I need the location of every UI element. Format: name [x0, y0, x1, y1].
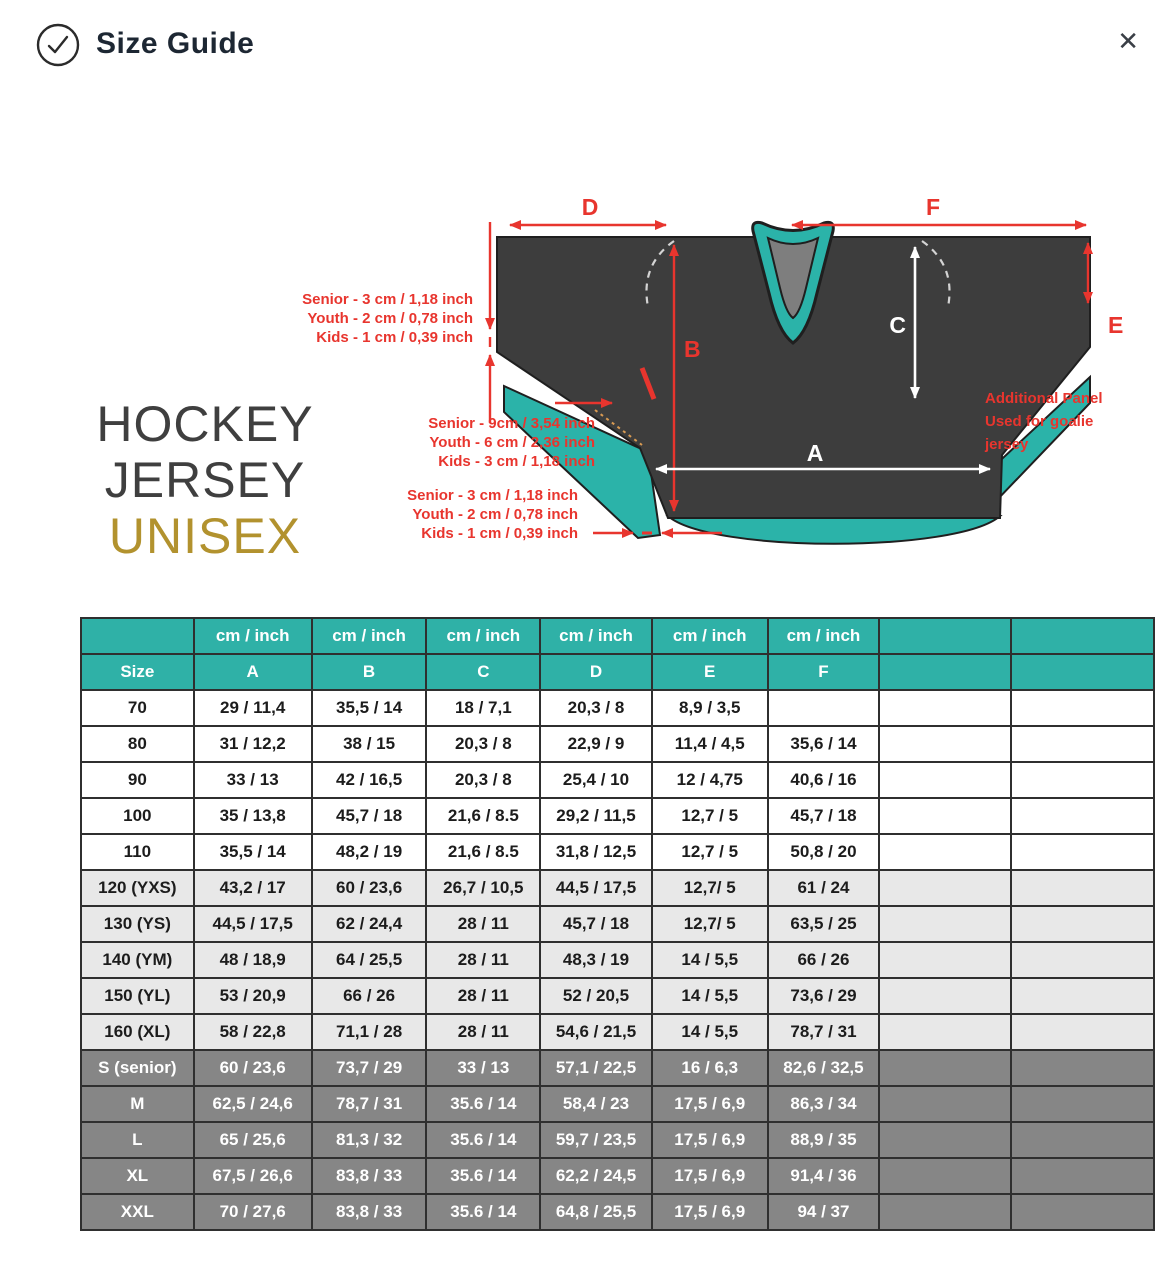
- size-cell: 150 (YL): [81, 978, 194, 1014]
- value-cell: 28 / 11: [426, 906, 540, 942]
- annotation-elbow-senior: Senior - 9cm / 3,54 inch: [428, 415, 595, 432]
- table-row: [81, 762, 1154, 798]
- empty-cell: [879, 1014, 1011, 1050]
- value-cell: 35.6 / 14: [426, 1194, 540, 1230]
- value-cell: 65 / 25,6: [194, 1122, 312, 1158]
- empty-cell: [1011, 1158, 1154, 1194]
- value-cell: 78,7 / 31: [768, 1014, 880, 1050]
- value-cell: 78,7 / 31: [312, 1086, 427, 1122]
- label-D: D: [581, 194, 599, 220]
- empty-cell: [1011, 798, 1154, 834]
- empty-cell: [1011, 1122, 1154, 1158]
- value-cell: 91,4 / 36: [768, 1158, 880, 1194]
- value-cell: 48,3 / 19: [540, 942, 652, 978]
- empty-cell: [879, 906, 1011, 942]
- empty-cell: [879, 1194, 1011, 1230]
- size-cell: 140 (YM): [81, 942, 194, 978]
- empty-cell: [879, 1158, 1011, 1194]
- value-cell: 60 / 23,6: [194, 1050, 312, 1086]
- table-row: [81, 1158, 1154, 1194]
- empty-cell: [879, 690, 1011, 726]
- value-cell: 12 / 4,75: [652, 762, 768, 798]
- unit-header-cell: cm / inch: [194, 618, 312, 654]
- branding-line-jersey: JERSEY: [104, 452, 306, 508]
- annotation-cuff-youth: Youth - 2 cm / 0,78 inch: [412, 506, 578, 523]
- empty-cell: [1011, 834, 1154, 870]
- unit-header-cell: cm / inch: [540, 618, 652, 654]
- value-cell: 14 / 5,5: [652, 1014, 768, 1050]
- size-header-cell: Size: [81, 654, 194, 690]
- value-cell: 21,6 / 8.5: [426, 798, 540, 834]
- empty-header-cell: [81, 618, 194, 654]
- value-cell: 83,8 / 33: [312, 1158, 427, 1194]
- size-table-body: [81, 690, 1154, 1230]
- value-cell: 20,3 / 8: [426, 726, 540, 762]
- empty-cell: [879, 1086, 1011, 1122]
- unit-header-cell: cm / inch: [312, 618, 427, 654]
- value-cell: 63,5 / 25: [768, 906, 880, 942]
- empty-header-cell: [879, 618, 1011, 654]
- size-cell: 90: [81, 762, 194, 798]
- size-cell: 70: [81, 690, 194, 726]
- label-C: C: [889, 312, 906, 338]
- value-cell: 86,3 / 34: [768, 1086, 880, 1122]
- value-cell: 59,7 / 23,5: [540, 1122, 652, 1158]
- jersey-measurement-diagram: [290, 185, 1161, 585]
- size-cell: 160 (XL): [81, 1014, 194, 1050]
- empty-cell: [879, 870, 1011, 906]
- annotation-neck-senior: Senior - 3 cm / 1,18 inch: [302, 291, 473, 308]
- annotation-panel-line3: jersey: [985, 436, 1029, 453]
- value-cell: 45,7 / 18: [540, 906, 652, 942]
- value-cell: 29,2 / 11,5: [540, 798, 652, 834]
- annotation-cuff-kids: Kids - 1 cm / 0,39 inch: [421, 525, 578, 542]
- value-cell: 67,5 / 26,6: [194, 1158, 312, 1194]
- annotation-neck-kids: Kids - 1 cm / 0,39 inch: [316, 329, 473, 346]
- empty-cell: [1011, 942, 1154, 978]
- value-cell: 53 / 20,9: [194, 978, 312, 1014]
- value-cell: 62 / 24,4: [312, 906, 427, 942]
- annotation-neck-youth: Youth - 2 cm / 0,78 inch: [307, 310, 473, 327]
- value-cell: 17,5 / 6,9: [652, 1158, 768, 1194]
- value-cell: 45,7 / 18: [768, 798, 880, 834]
- annotation-panel-line1: Additional Panel: [985, 390, 1103, 407]
- value-cell: 66 / 26: [312, 978, 427, 1014]
- value-cell: 11,4 / 4,5: [652, 726, 768, 762]
- value-cell: 17,5 / 6,9: [652, 1122, 768, 1158]
- value-cell: 29 / 11,4: [194, 690, 312, 726]
- value-cell: 22,9 / 9: [540, 726, 652, 762]
- value-cell: 21,6 / 8.5: [426, 834, 540, 870]
- unit-header-cell: cm / inch: [652, 618, 768, 654]
- table-row: [81, 1122, 1154, 1158]
- column-header-cell: C: [426, 654, 540, 690]
- value-cell: 71,1 / 28: [312, 1014, 427, 1050]
- value-cell: [768, 690, 880, 726]
- branding-line-hockey: HOCKEY: [96, 396, 314, 452]
- label-B: B: [684, 336, 701, 362]
- empty-cell: [879, 834, 1011, 870]
- value-cell: 48 / 18,9: [194, 942, 312, 978]
- value-cell: 58 / 22,8: [194, 1014, 312, 1050]
- value-cell: 44,5 / 17,5: [540, 870, 652, 906]
- unit-header-cell: cm / inch: [426, 618, 540, 654]
- value-cell: 20,3 / 8: [540, 690, 652, 726]
- value-cell: 43,2 / 17: [194, 870, 312, 906]
- size-cell: 120 (YXS): [81, 870, 194, 906]
- table-row: [81, 1194, 1154, 1230]
- size-cell: XL: [81, 1158, 194, 1194]
- value-cell: 17,5 / 6,9: [652, 1086, 768, 1122]
- table-row: [81, 1086, 1154, 1122]
- size-cell: 80: [81, 726, 194, 762]
- value-cell: 16 / 6,3: [652, 1050, 768, 1086]
- empty-cell: [879, 1050, 1011, 1086]
- empty-cell: [1011, 690, 1154, 726]
- empty-cell: [879, 798, 1011, 834]
- table-row: [81, 1050, 1154, 1086]
- value-cell: 31,8 / 12,5: [540, 834, 652, 870]
- value-cell: 26,7 / 10,5: [426, 870, 540, 906]
- column-header-cell: D: [540, 654, 652, 690]
- empty-cell: [1011, 1194, 1154, 1230]
- value-cell: 62,2 / 24,5: [540, 1158, 652, 1194]
- value-cell: 62,5 / 24,6: [194, 1086, 312, 1122]
- table-row: [81, 798, 1154, 834]
- column-header-cell: E: [652, 654, 768, 690]
- value-cell: 54,6 / 21,5: [540, 1014, 652, 1050]
- value-cell: 35.6 / 14: [426, 1086, 540, 1122]
- empty-cell: [1011, 870, 1154, 906]
- annotation-elbow-kids: Kids - 3 cm / 1,18 inch: [438, 453, 595, 470]
- label-F: F: [925, 194, 941, 220]
- value-cell: 60 / 23,6: [312, 870, 427, 906]
- value-cell: 40,6 / 16: [768, 762, 880, 798]
- column-header-cell: A: [194, 654, 312, 690]
- value-cell: 12,7/ 5: [652, 870, 768, 906]
- value-cell: 52 / 20,5: [540, 978, 652, 1014]
- empty-cell: [879, 726, 1011, 762]
- empty-cell: [879, 1122, 1011, 1158]
- size-cell: S (senior): [81, 1050, 194, 1086]
- modal-header: [0, 0, 1161, 90]
- unit-header-row: [81, 618, 1154, 654]
- table-row: [81, 978, 1154, 1014]
- value-cell: 35 / 13,8: [194, 798, 312, 834]
- jersey-hem: [668, 516, 1000, 544]
- value-cell: 20,3 / 8: [426, 762, 540, 798]
- size-cell: 130 (YS): [81, 906, 194, 942]
- empty-cell: [1011, 1050, 1154, 1086]
- value-cell: 94 / 37: [768, 1194, 880, 1230]
- value-cell: 42 / 16,5: [312, 762, 427, 798]
- value-cell: 73,7 / 29: [312, 1050, 427, 1086]
- page-title: Size Guide: [96, 27, 255, 60]
- value-cell: 35.6 / 14: [426, 1158, 540, 1194]
- empty-cell: [1011, 726, 1154, 762]
- empty-cell: [879, 762, 1011, 798]
- value-cell: 14 / 5,5: [652, 942, 768, 978]
- value-cell: 12,7 / 5: [652, 798, 768, 834]
- value-cell: 58,4 / 23: [540, 1086, 652, 1122]
- value-cell: 57,1 / 22,5: [540, 1050, 652, 1086]
- value-cell: 61 / 24: [768, 870, 880, 906]
- value-cell: 28 / 11: [426, 942, 540, 978]
- table-row: [81, 906, 1154, 942]
- empty-header-cell: [1011, 618, 1154, 654]
- empty-header-cell: [879, 654, 1011, 690]
- table-row: [81, 1014, 1154, 1050]
- value-cell: 64,8 / 25,5: [540, 1194, 652, 1230]
- annotation-panel-line2: Used for goalie: [985, 413, 1094, 430]
- empty-cell: [1011, 978, 1154, 1014]
- value-cell: 83,8 / 33: [312, 1194, 427, 1230]
- value-cell: 12,7 / 5: [652, 834, 768, 870]
- value-cell: 12,7/ 5: [652, 906, 768, 942]
- branding-line-unisex: UNISEX: [108, 508, 302, 564]
- value-cell: 64 / 25,5: [312, 942, 427, 978]
- value-cell: 45,7 / 18: [312, 798, 427, 834]
- value-cell: 50,8 / 20: [768, 834, 880, 870]
- value-cell: 66 / 26: [768, 942, 880, 978]
- size-cell: 100: [81, 798, 194, 834]
- value-cell: 18 / 7,1: [426, 690, 540, 726]
- unit-header-cell: cm / inch: [768, 618, 880, 654]
- value-cell: 8,9 / 3,5: [652, 690, 768, 726]
- size-cell: L: [81, 1122, 194, 1158]
- annotation-cuff-senior: Senior - 3 cm / 1,18 inch: [407, 487, 578, 504]
- table-row: [81, 870, 1154, 906]
- value-cell: 25,4 / 10: [540, 762, 652, 798]
- value-cell: 88,9 / 35: [768, 1122, 880, 1158]
- value-cell: 44,5 / 17,5: [194, 906, 312, 942]
- size-cell: XXL: [81, 1194, 194, 1230]
- column-header-cell: B: [312, 654, 427, 690]
- table-row: [81, 726, 1154, 762]
- size-table: [80, 617, 1155, 1231]
- value-cell: 38 / 15: [312, 726, 427, 762]
- value-cell: 73,6 / 29: [768, 978, 880, 1014]
- value-cell: 35,6 / 14: [768, 726, 880, 762]
- value-cell: 35,5 / 14: [194, 834, 312, 870]
- annotation-elbow-youth: Youth - 6 cm / 2,36 inch: [429, 434, 595, 451]
- value-cell: 28 / 11: [426, 978, 540, 1014]
- empty-cell: [879, 942, 1011, 978]
- value-cell: 48,2 / 19: [312, 834, 427, 870]
- value-cell: 31 / 12,2: [194, 726, 312, 762]
- empty-cell: [1011, 1086, 1154, 1122]
- empty-cell: [1011, 906, 1154, 942]
- value-cell: 35,5 / 14: [312, 690, 427, 726]
- close-icon[interactable]: ✕: [1117, 26, 1139, 56]
- value-cell: 35.6 / 14: [426, 1122, 540, 1158]
- column-header-row: [81, 654, 1154, 690]
- value-cell: 14 / 5,5: [652, 978, 768, 1014]
- value-cell: 81,3 / 32: [312, 1122, 427, 1158]
- empty-cell: [1011, 1014, 1154, 1050]
- label-A: A: [806, 440, 824, 466]
- table-row: [81, 942, 1154, 978]
- value-cell: 28 / 11: [426, 1014, 540, 1050]
- value-cell: 82,6 / 32,5: [768, 1050, 880, 1086]
- empty-cell: [879, 978, 1011, 1014]
- value-cell: 33 / 13: [194, 762, 312, 798]
- value-cell: 70 / 27,6: [194, 1194, 312, 1230]
- table-row: [81, 690, 1154, 726]
- size-cell: 110: [81, 834, 194, 870]
- check-circle-icon: [36, 23, 80, 67]
- value-cell: 17,5 / 6,9: [652, 1194, 768, 1230]
- label-E: E: [1108, 312, 1124, 338]
- table-row: [81, 834, 1154, 870]
- value-cell: 33 / 13: [426, 1050, 540, 1086]
- empty-cell: [1011, 762, 1154, 798]
- size-cell: M: [81, 1086, 194, 1122]
- empty-header-cell: [1011, 654, 1154, 690]
- product-branding: [85, 396, 325, 564]
- column-header-cell: F: [768, 654, 880, 690]
